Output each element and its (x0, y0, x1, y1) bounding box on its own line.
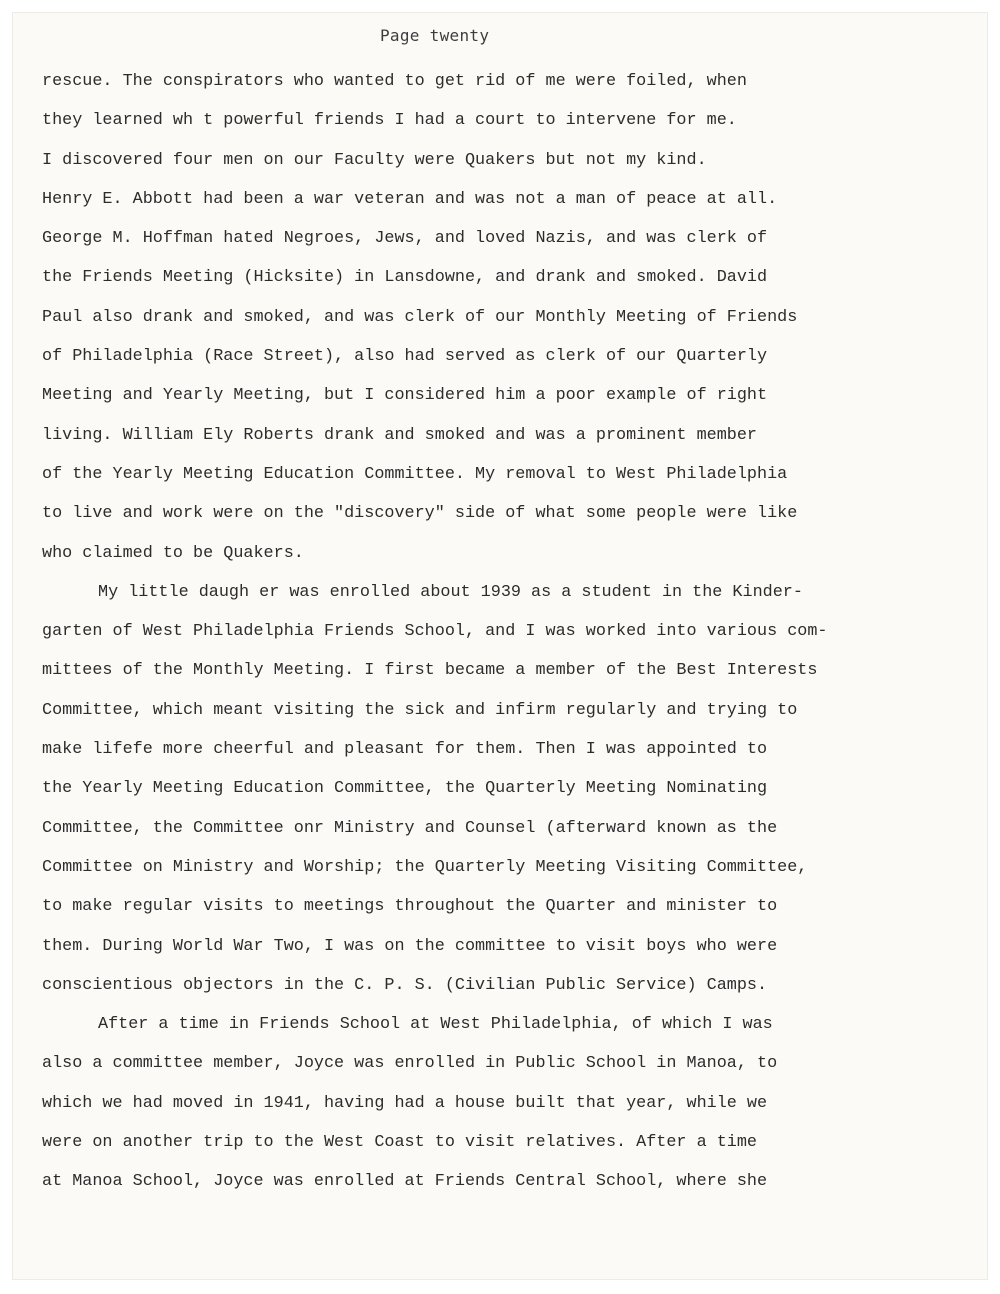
text-line: conscientious objectors in the C. P. S. (Civilian Public Service) Camps. (42, 975, 768, 995)
text-line: which we had moved in 1941, having had a house built that year, while we (42, 1093, 768, 1113)
text-line: were on another trip to the West Coast to visit relatives. After a time (42, 1133, 757, 1153)
text-line: Committee, which meant visiting the sick and infirm regularly and trying to (42, 700, 798, 720)
text-line: of Philadelphia (Race Street), also had served as clerk of our Quarterly (42, 347, 768, 367)
text-line: to make regular visits to meetings throughout the Quarter and minister to (42, 897, 778, 917)
text-line: George M. Hoffman hated Negroes, Jews, and loved Nazis, and was clerk of (42, 229, 768, 249)
page-header: Page twenty (380, 26, 490, 45)
page-body (42, 62, 972, 1202)
text-line: Meeting and Yearly Meeting, but I considered him a poor example of right (42, 386, 768, 406)
typewritten-page (12, 12, 988, 1280)
text-line: the Friends Meeting (Hicksite) in Lansdowne, and drank and smoked. David (42, 268, 768, 288)
text-line: mittees of the Monthly Meeting. I first became a member of the Best Interests (42, 661, 818, 681)
text-line: Paul also drank and smoked, and was clerk of our Monthly Meeting of Friends (42, 307, 798, 327)
text-line: garten of West Philadelphia Friends School, and I was worked into various com- (42, 622, 828, 642)
text-line: living. William Ely Roberts drank and smoked and was a prominent member (42, 425, 757, 445)
text-line: Committee, the Committee onr Ministry and Counsel (afterward known as the (42, 818, 778, 838)
text-line: Committee on Ministry and Worship; the Quarterly Meeting Visiting Committee, (42, 857, 808, 877)
text-line: of the Yearly Meeting Education Committee. My removal to West Philadelphia (42, 464, 788, 484)
text-line: them. During World War Two, I was on the committee to visit boys who were (42, 936, 778, 956)
text-line: Henry E. Abbott had been a war veteran and was not a man of peace at all. (42, 189, 778, 209)
text-line: also a committee member, Joyce was enrolled in Public School in Manoa, to (42, 1054, 778, 1074)
text-line: who claimed to be Quakers. (42, 543, 304, 563)
text-line: the Yearly Meeting Education Committee, the Quarterly Meeting Nominating (42, 779, 768, 799)
text-line: they learned wh t powerful friends I had a court to intervene for me. (42, 111, 737, 131)
text-line: I discovered four men on our Faculty were Quakers but not my kind. (42, 150, 707, 170)
text-line: My little daugh er was enrolled about 1939 as a student in the Kinder- (98, 582, 803, 602)
text-line: to live and work were on the "discovery" side of what some people were like (42, 504, 798, 524)
text-line: make lifefe more cheerful and pleasant for them. Then I was appointed to (42, 740, 768, 760)
text-line: rescue. The conspirators who wanted to get rid of me were foiled, when (42, 72, 747, 91)
text-line: After a time in Friends School at West Philadelphia, of which I was (98, 1015, 773, 1035)
text-line: at Manoa School, Joyce was enrolled at Friends Central School, where she (42, 1172, 768, 1192)
